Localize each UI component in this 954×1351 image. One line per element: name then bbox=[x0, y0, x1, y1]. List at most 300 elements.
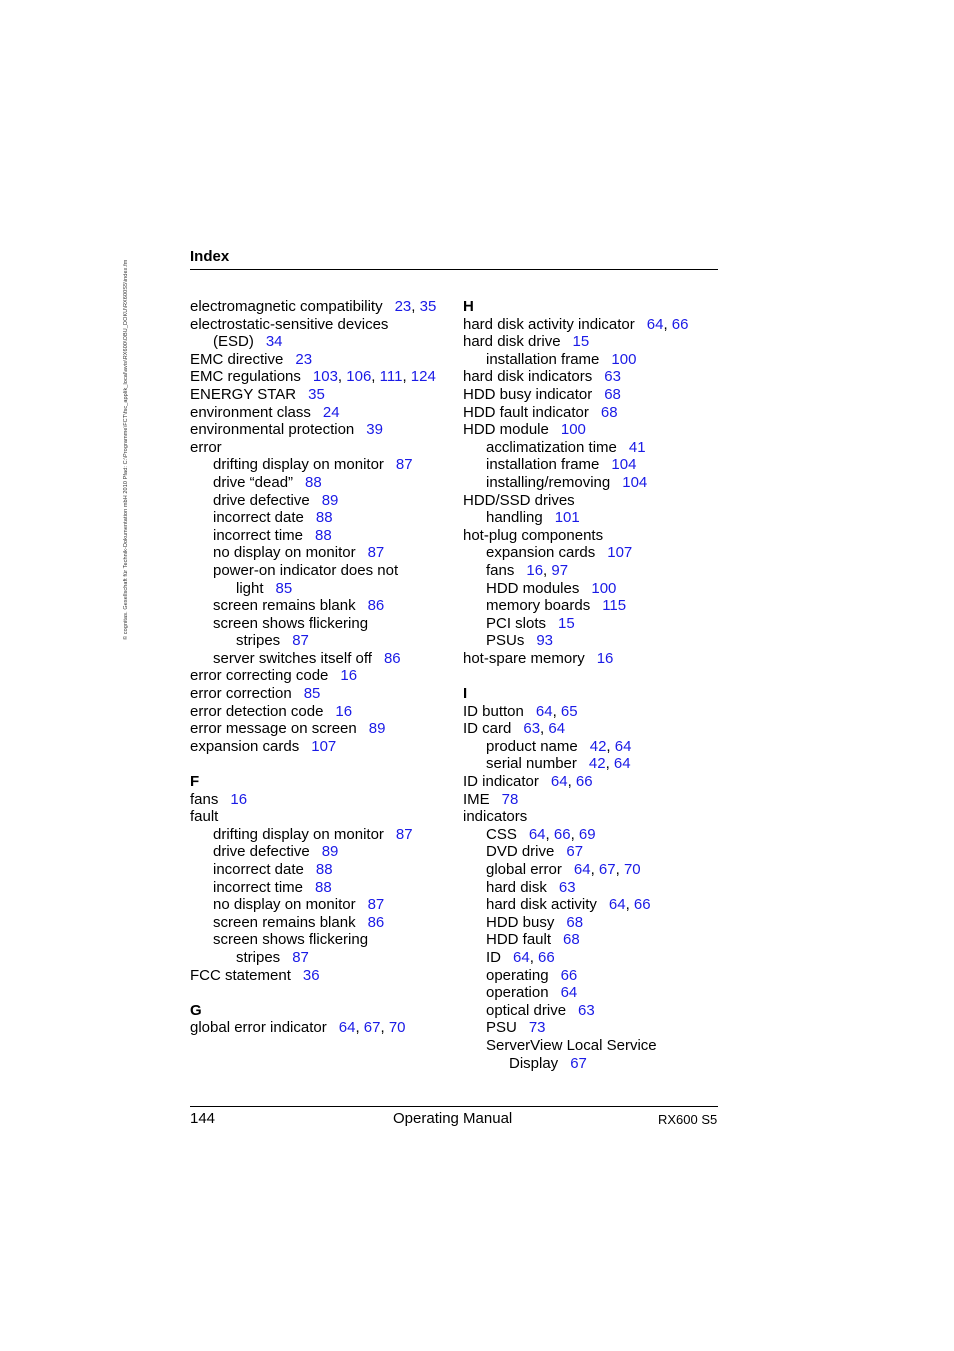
index-entry-term: hot-plug components bbox=[463, 526, 604, 544]
page-refs bbox=[561, 984, 578, 1001]
index-entry bbox=[190, 685, 455, 703]
index-entry bbox=[463, 738, 723, 756]
page-refs: 23, 35 bbox=[394, 298, 437, 315]
page-ref-link[interactable]: 34 bbox=[265, 333, 283, 351]
page-refs bbox=[502, 791, 519, 808]
index-entry-term: hard disk bbox=[486, 878, 547, 896]
index-entry-term: error message on screen bbox=[190, 720, 357, 738]
page-ref-link[interactable]: 66 bbox=[553, 825, 571, 843]
page-ref-link[interactable]: 87 bbox=[367, 896, 385, 914]
page-refs bbox=[559, 879, 576, 896]
index-entry bbox=[463, 984, 723, 1002]
page-ref-link[interactable]: 67 bbox=[566, 843, 584, 861]
index-entry bbox=[190, 298, 455, 316]
index-entry bbox=[463, 509, 723, 527]
page-ref-link[interactable]: 111 bbox=[379, 368, 403, 386]
page-ref-link[interactable]: 68 bbox=[600, 403, 618, 421]
page-ref-link[interactable]: 16 bbox=[340, 667, 358, 685]
page-refs bbox=[570, 1055, 587, 1072]
page-refs bbox=[578, 1002, 595, 1019]
index-entry-term: environmental protection bbox=[190, 421, 355, 439]
page-ref-link[interactable]: 103 bbox=[312, 368, 338, 386]
page-ref-link[interactable]: 66 bbox=[671, 315, 689, 333]
page-ref-link[interactable]: 63 bbox=[578, 1001, 595, 1019]
page-ref-link[interactable]: 64 bbox=[338, 1019, 356, 1037]
index-entry-term: global error bbox=[486, 861, 562, 878]
page-refs bbox=[368, 896, 385, 913]
page-ref-link[interactable]: 16 bbox=[335, 702, 353, 720]
page-ref-link[interactable]: 100 bbox=[611, 350, 637, 368]
page-ref-link[interactable]: 63 bbox=[558, 878, 576, 896]
page-ref-link[interactable]: 41 bbox=[628, 438, 646, 456]
index-entry bbox=[463, 1019, 723, 1037]
page-ref-link[interactable]: 64 bbox=[535, 702, 553, 720]
index-entry-term: DVD drive bbox=[486, 843, 555, 861]
page-refs: 64, 66 bbox=[646, 315, 689, 333]
index-entry-term: expansion cards bbox=[486, 544, 596, 562]
index-entry-term: PSUs bbox=[486, 632, 525, 650]
page-ref-link[interactable]: 23 bbox=[295, 350, 313, 368]
index-entry-term: hard disk indicators bbox=[463, 368, 593, 386]
page-ref-link[interactable]: 67 bbox=[363, 1019, 381, 1037]
page-ref-link[interactable]: 87 bbox=[292, 632, 309, 650]
page-refs: 103, 106, 111, 124 bbox=[312, 368, 436, 386]
page-ref-link[interactable]: 67 bbox=[570, 1054, 587, 1072]
page-ref-link[interactable]: 66 bbox=[575, 773, 593, 791]
index-entry-term: operating bbox=[486, 966, 549, 984]
page-refs bbox=[369, 720, 386, 737]
page-refs: 64, 67, 70 bbox=[573, 861, 641, 878]
index-entry bbox=[190, 650, 455, 668]
index-entry-term: fans bbox=[190, 790, 219, 808]
page-ref-link[interactable]: 15 bbox=[572, 333, 590, 351]
index-entry bbox=[190, 720, 455, 738]
index-entry bbox=[190, 843, 455, 861]
index-entry bbox=[190, 368, 455, 386]
page-refs bbox=[536, 632, 553, 649]
index-entry-term: power-on indicator does not bbox=[213, 561, 399, 579]
index-entry-term: screen remains blank bbox=[213, 913, 356, 931]
page-ref-link[interactable]: 63 bbox=[604, 368, 621, 386]
index-entry bbox=[463, 879, 723, 897]
page-refs bbox=[561, 421, 586, 438]
index-entry bbox=[463, 474, 723, 492]
page-ref-link[interactable]: 64 bbox=[573, 861, 591, 878]
index-entry-term: product name bbox=[486, 737, 578, 755]
page-refs: 42, 64 bbox=[589, 737, 632, 755]
page-refs bbox=[230, 791, 247, 808]
index-column-left bbox=[190, 298, 455, 1037]
index-entry bbox=[190, 544, 455, 562]
index-entry-term: ID button bbox=[463, 702, 524, 720]
page-refs bbox=[366, 421, 383, 438]
page-refs bbox=[622, 474, 647, 491]
index-entry-term: indicators bbox=[463, 808, 528, 826]
index-entry-term: EMC directive bbox=[190, 350, 284, 368]
index-letter-heading: G bbox=[190, 1001, 202, 1019]
page-ref-link[interactable]: 64 bbox=[613, 755, 631, 773]
index-entry-term: serial number bbox=[486, 755, 577, 773]
page-ref-link[interactable]: 78 bbox=[501, 790, 519, 808]
index-entry-term: light bbox=[236, 579, 264, 597]
index-entry bbox=[190, 333, 455, 351]
index-entry bbox=[463, 456, 723, 474]
index-entry-term: fault bbox=[190, 808, 219, 826]
page-ref-link[interactable]: 16 bbox=[596, 649, 614, 667]
page-ref-link[interactable]: 101 bbox=[554, 509, 580, 527]
index-entry-term: hard disk drive bbox=[463, 333, 561, 351]
page-refs bbox=[322, 843, 339, 860]
page-ref-link[interactable]: 70 bbox=[388, 1019, 406, 1037]
page-ref-link[interactable]: 65 bbox=[560, 702, 578, 720]
page-ref-link[interactable]: 64 bbox=[560, 984, 578, 1002]
index-entry bbox=[463, 843, 723, 861]
page-ref-link[interactable]: 88 bbox=[315, 861, 333, 878]
index-entry-term: incorrect date bbox=[213, 509, 304, 527]
page-ref-link[interactable]: 68 bbox=[563, 931, 580, 949]
index-entry bbox=[190, 949, 455, 967]
page-refs: 64, 66 bbox=[550, 773, 593, 791]
index-entry bbox=[190, 562, 455, 580]
page-ref-link[interactable]: 88 bbox=[315, 526, 332, 544]
page-ref-link[interactable]: 104 bbox=[611, 456, 637, 474]
index-entry-term: server switches itself off bbox=[213, 649, 372, 667]
index-entry-term: PSU bbox=[486, 1019, 517, 1037]
footer-product: RX600 S5 bbox=[658, 1112, 718, 1127]
page-ref-link[interactable]: 66 bbox=[538, 948, 555, 966]
page-refs bbox=[604, 368, 621, 385]
page-ref-link[interactable]: 42 bbox=[589, 737, 607, 755]
page-refs bbox=[340, 667, 357, 684]
page-ref-link[interactable]: 64 bbox=[513, 948, 530, 966]
page-refs bbox=[607, 544, 632, 561]
index-entry bbox=[463, 650, 723, 668]
index-entry-term: acclimatization time bbox=[486, 438, 617, 456]
page-ref-link[interactable]: 64 bbox=[550, 773, 568, 791]
page-ref-link[interactable]: 107 bbox=[607, 544, 633, 562]
index-entry-term: global error indicator bbox=[190, 1019, 327, 1037]
index-entry bbox=[463, 791, 723, 809]
index-entry-term: EMC regulations bbox=[190, 368, 301, 386]
page-ref-link[interactable]: 100 bbox=[560, 421, 586, 439]
index-entry bbox=[190, 667, 455, 685]
index-entry bbox=[463, 351, 723, 369]
index-letter-heading: F bbox=[190, 773, 200, 791]
index-entry bbox=[463, 421, 723, 439]
index-entry bbox=[463, 527, 723, 545]
page-refs bbox=[305, 474, 322, 491]
index-entry bbox=[190, 914, 455, 932]
page-refs bbox=[555, 509, 580, 526]
index-entry bbox=[463, 826, 723, 844]
index-entry-term: drifting display on monitor bbox=[213, 825, 384, 843]
footer-title: Operating Manual bbox=[393, 1110, 513, 1127]
page-refs bbox=[323, 404, 340, 421]
page-refs: 64, 66 bbox=[608, 896, 651, 914]
index-entry bbox=[190, 597, 455, 615]
page-refs bbox=[308, 386, 325, 403]
index-entry-term: screen shows flickering bbox=[213, 931, 369, 949]
index-entry-term: drive defective bbox=[213, 491, 310, 509]
section-gap bbox=[463, 667, 723, 685]
page-refs bbox=[629, 439, 646, 456]
page-ref-link[interactable]: 88 bbox=[305, 473, 322, 491]
page-refs: 16, 97 bbox=[526, 561, 569, 579]
index-entry bbox=[190, 386, 455, 404]
page-refs bbox=[563, 931, 580, 948]
index-entry-term: error correcting code bbox=[190, 667, 329, 685]
index-entry bbox=[463, 368, 723, 386]
index-entry-term: incorrect time bbox=[213, 878, 304, 896]
index-entry bbox=[190, 861, 455, 879]
index-entry bbox=[463, 914, 723, 932]
index-entry-term: Display bbox=[509, 1054, 559, 1072]
index-letter-heading: I bbox=[463, 685, 468, 703]
page-ref-link[interactable]: 64 bbox=[646, 315, 664, 333]
page-ref-link[interactable]: 39 bbox=[366, 421, 383, 439]
index-entry-term: ID card bbox=[463, 720, 512, 738]
page-refs bbox=[315, 527, 332, 544]
page-ref-link[interactable]: 107 bbox=[311, 737, 337, 755]
index-entry-term: drive defective bbox=[213, 843, 310, 861]
page-refs bbox=[601, 404, 618, 421]
page-ref-link[interactable]: 63 bbox=[523, 720, 541, 738]
page-ref-link[interactable]: 36 bbox=[302, 966, 320, 984]
index-entry bbox=[463, 931, 723, 949]
page-ref-link[interactable]: 86 bbox=[367, 597, 385, 615]
page-refs bbox=[368, 597, 385, 614]
index-entry-term: ServerView Local Service bbox=[486, 1036, 657, 1054]
index-entry-term: optical drive bbox=[486, 1001, 567, 1019]
page-ref-link[interactable]: 64 bbox=[614, 737, 632, 755]
page-refs bbox=[597, 650, 614, 667]
index-entry-term: IME bbox=[463, 790, 490, 808]
index-entry bbox=[463, 861, 723, 879]
page-refs: 64, 67, 70 bbox=[338, 1019, 406, 1037]
index-entry-term: expansion cards bbox=[190, 737, 300, 755]
index-entry bbox=[463, 404, 723, 422]
index-entry-term: PCI slots bbox=[486, 614, 547, 632]
page-ref-link[interactable]: 68 bbox=[566, 913, 584, 931]
page-refs bbox=[602, 597, 626, 614]
index-entry-term: ID indicator bbox=[463, 773, 539, 791]
page-ref-link[interactable]: 85 bbox=[275, 579, 293, 597]
index-entry bbox=[190, 492, 455, 510]
index-entry bbox=[463, 333, 723, 351]
page-ref-link[interactable]: 87 bbox=[367, 544, 385, 562]
page-ref-link[interactable]: 93 bbox=[536, 632, 554, 650]
index-entry-term: HDD/SSD drives bbox=[463, 491, 575, 509]
page-ref-link[interactable]: 86 bbox=[383, 649, 401, 667]
page-refs bbox=[368, 914, 385, 931]
index-entry bbox=[190, 456, 455, 474]
page-ref-link[interactable]: 70 bbox=[623, 861, 641, 878]
page-ref-link[interactable]: 16 bbox=[526, 561, 544, 579]
page-refs bbox=[384, 650, 401, 667]
page-ref-link[interactable]: 87 bbox=[395, 456, 413, 474]
page-ref-link[interactable]: 64 bbox=[548, 720, 566, 738]
index-entry bbox=[190, 527, 455, 545]
footer-page-number: 144 bbox=[190, 1110, 216, 1127]
index-entry bbox=[463, 1055, 723, 1073]
index-entry-term: operation bbox=[486, 984, 549, 1002]
index-entry bbox=[463, 896, 723, 914]
page-refs bbox=[558, 615, 575, 632]
page-ref-link[interactable]: 86 bbox=[367, 913, 385, 931]
index-entry bbox=[190, 316, 455, 334]
index-entry-term: HDD fault bbox=[486, 931, 552, 949]
index-entry bbox=[190, 1019, 455, 1037]
index-entry bbox=[463, 773, 723, 791]
index-entry bbox=[190, 474, 455, 492]
section-gap bbox=[190, 984, 455, 1002]
page-refs bbox=[604, 386, 621, 403]
index-entry-term: installing/removing bbox=[486, 473, 611, 491]
page-ref-link[interactable]: 64 bbox=[608, 896, 626, 914]
index-entry bbox=[463, 316, 723, 334]
page-ref-link[interactable]: 106 bbox=[346, 368, 372, 386]
index-entry-term: electrostatic-sensitive devices bbox=[190, 315, 389, 333]
page-ref-link[interactable]: 16 bbox=[230, 790, 248, 808]
page-refs: 64, 65 bbox=[535, 702, 578, 720]
page-refs bbox=[396, 456, 413, 473]
index-entry-term: electromagnetic compatibility bbox=[190, 298, 383, 315]
page-ref-link[interactable]: 35 bbox=[308, 385, 325, 403]
index-entry bbox=[190, 967, 455, 985]
index-entry-term: FCC statement bbox=[190, 966, 291, 984]
index-letter-heading: H bbox=[463, 298, 474, 315]
index-entry-term: environment class bbox=[190, 403, 311, 421]
page-ref-link[interactable]: 97 bbox=[551, 561, 569, 579]
page-ref-link[interactable]: 66 bbox=[633, 896, 651, 914]
page-refs bbox=[529, 1019, 546, 1036]
page-ref-link[interactable]: 100 bbox=[591, 579, 617, 597]
page-refs bbox=[276, 580, 293, 597]
index-entry-term: error bbox=[190, 438, 222, 456]
index-entry-term: hard disk activity bbox=[486, 896, 597, 914]
page-ref-link[interactable]: 73 bbox=[528, 1019, 546, 1037]
index-entry bbox=[463, 439, 723, 457]
index-entry bbox=[190, 879, 455, 897]
page-refs bbox=[266, 333, 283, 350]
page-ref-link[interactable]: 15 bbox=[558, 614, 575, 632]
index-entry bbox=[463, 492, 723, 510]
page-refs bbox=[316, 509, 333, 526]
page-ref-link[interactable]: 66 bbox=[560, 966, 578, 984]
page-ref-link[interactable]: 124 bbox=[410, 368, 436, 386]
index-entry-term: drifting display on monitor bbox=[213, 456, 384, 474]
section-gap bbox=[190, 755, 455, 773]
page-ref-link[interactable]: 89 bbox=[321, 491, 339, 509]
page-refs: 42, 64 bbox=[588, 755, 631, 773]
index-entry bbox=[190, 615, 455, 633]
page-refs bbox=[591, 580, 616, 597]
index-entry bbox=[190, 738, 455, 756]
index-entry-term: error detection code bbox=[190, 702, 324, 720]
page-ref-link[interactable]: 104 bbox=[622, 473, 648, 491]
header-rule bbox=[190, 269, 718, 270]
page-refs bbox=[566, 843, 583, 860]
page-ref-link[interactable]: 64 bbox=[528, 825, 546, 843]
index-entry bbox=[190, 439, 455, 457]
page-ref-link[interactable]: 89 bbox=[368, 720, 386, 738]
page-refs bbox=[322, 492, 339, 509]
side-note bbox=[123, 240, 133, 640]
page-refs bbox=[573, 333, 590, 350]
page-ref-link[interactable]: 87 bbox=[395, 825, 413, 843]
index-entry-term: HDD module bbox=[463, 421, 549, 439]
page-refs: 64, 66, 69 bbox=[528, 825, 596, 843]
index-entry-term: screen shows flickering bbox=[213, 614, 369, 632]
index-entry-term: screen remains blank bbox=[213, 597, 356, 615]
page-ref-link[interactable]: 89 bbox=[321, 843, 339, 861]
index-entry bbox=[463, 949, 723, 967]
index-entry-term: incorrect time bbox=[213, 526, 304, 544]
index-entry bbox=[190, 421, 455, 439]
index-entry bbox=[190, 351, 455, 369]
index-entry bbox=[190, 931, 455, 949]
index-entry-term: HDD busy indicator bbox=[463, 385, 593, 403]
index-entry bbox=[463, 580, 723, 598]
index-entry bbox=[463, 544, 723, 562]
index-entry bbox=[190, 703, 455, 721]
index-entry-term: (ESD) bbox=[213, 333, 254, 351]
index-entry bbox=[190, 808, 455, 826]
page-refs bbox=[315, 879, 332, 896]
page-refs: 64, 66 bbox=[513, 948, 555, 966]
page-refs bbox=[292, 632, 309, 649]
index-column-right bbox=[463, 298, 723, 1072]
index-entry bbox=[190, 509, 455, 527]
page-refs bbox=[304, 685, 321, 702]
index-entry bbox=[463, 1002, 723, 1020]
page-ref-link[interactable]: 85 bbox=[303, 685, 321, 703]
page-refs: 63, 64 bbox=[523, 720, 566, 738]
index-entry-term: no display on monitor bbox=[213, 544, 356, 562]
page-ref-link[interactable]: 23 bbox=[394, 298, 412, 315]
index-entry-term: hot-spare memory bbox=[463, 649, 585, 667]
page-ref-link[interactable]: 87 bbox=[292, 948, 309, 966]
index-entry-term: fans bbox=[486, 561, 515, 579]
page-ref-link[interactable]: 115 bbox=[602, 597, 627, 615]
side-note-text: © cognitas. Gesellschaft für Technik-Dokumentation mbH 2010 Pfad: C:\Programme\FCT\fsc_applik_local\avis\RX600\OBU_DOKU\RX600S5\index.fm bbox=[123, 259, 129, 640]
page-ref-link[interactable]: 67 bbox=[598, 861, 616, 878]
index-entry bbox=[190, 580, 455, 598]
index-entry bbox=[463, 1037, 723, 1055]
page-ref-link[interactable]: 88 bbox=[315, 509, 333, 527]
page-ref-link[interactable]: 68 bbox=[604, 385, 621, 403]
index-entry-term: CSS bbox=[486, 825, 517, 843]
page-ref-link[interactable]: 69 bbox=[578, 825, 596, 843]
index-entry bbox=[463, 755, 723, 773]
index-entry-term: installation frame bbox=[486, 456, 600, 474]
index-entry bbox=[190, 826, 455, 844]
page-ref-link[interactable]: 35 bbox=[419, 298, 437, 315]
page-ref-link[interactable]: 88 bbox=[315, 878, 332, 896]
page-refs bbox=[303, 967, 320, 984]
footer-rule bbox=[190, 1106, 718, 1107]
index-entry-term: drive “dead” bbox=[213, 473, 294, 491]
page-refs bbox=[566, 914, 583, 931]
index-entry bbox=[190, 896, 455, 914]
index-entry-term: HDD busy bbox=[486, 913, 555, 931]
page-refs bbox=[292, 949, 309, 966]
index-entry bbox=[190, 404, 455, 422]
page-refs bbox=[311, 738, 336, 755]
index-entry-term: HDD fault indicator bbox=[463, 403, 589, 421]
page-ref-link[interactable]: 24 bbox=[322, 403, 340, 421]
page-ref-link[interactable]: 42 bbox=[588, 755, 606, 773]
